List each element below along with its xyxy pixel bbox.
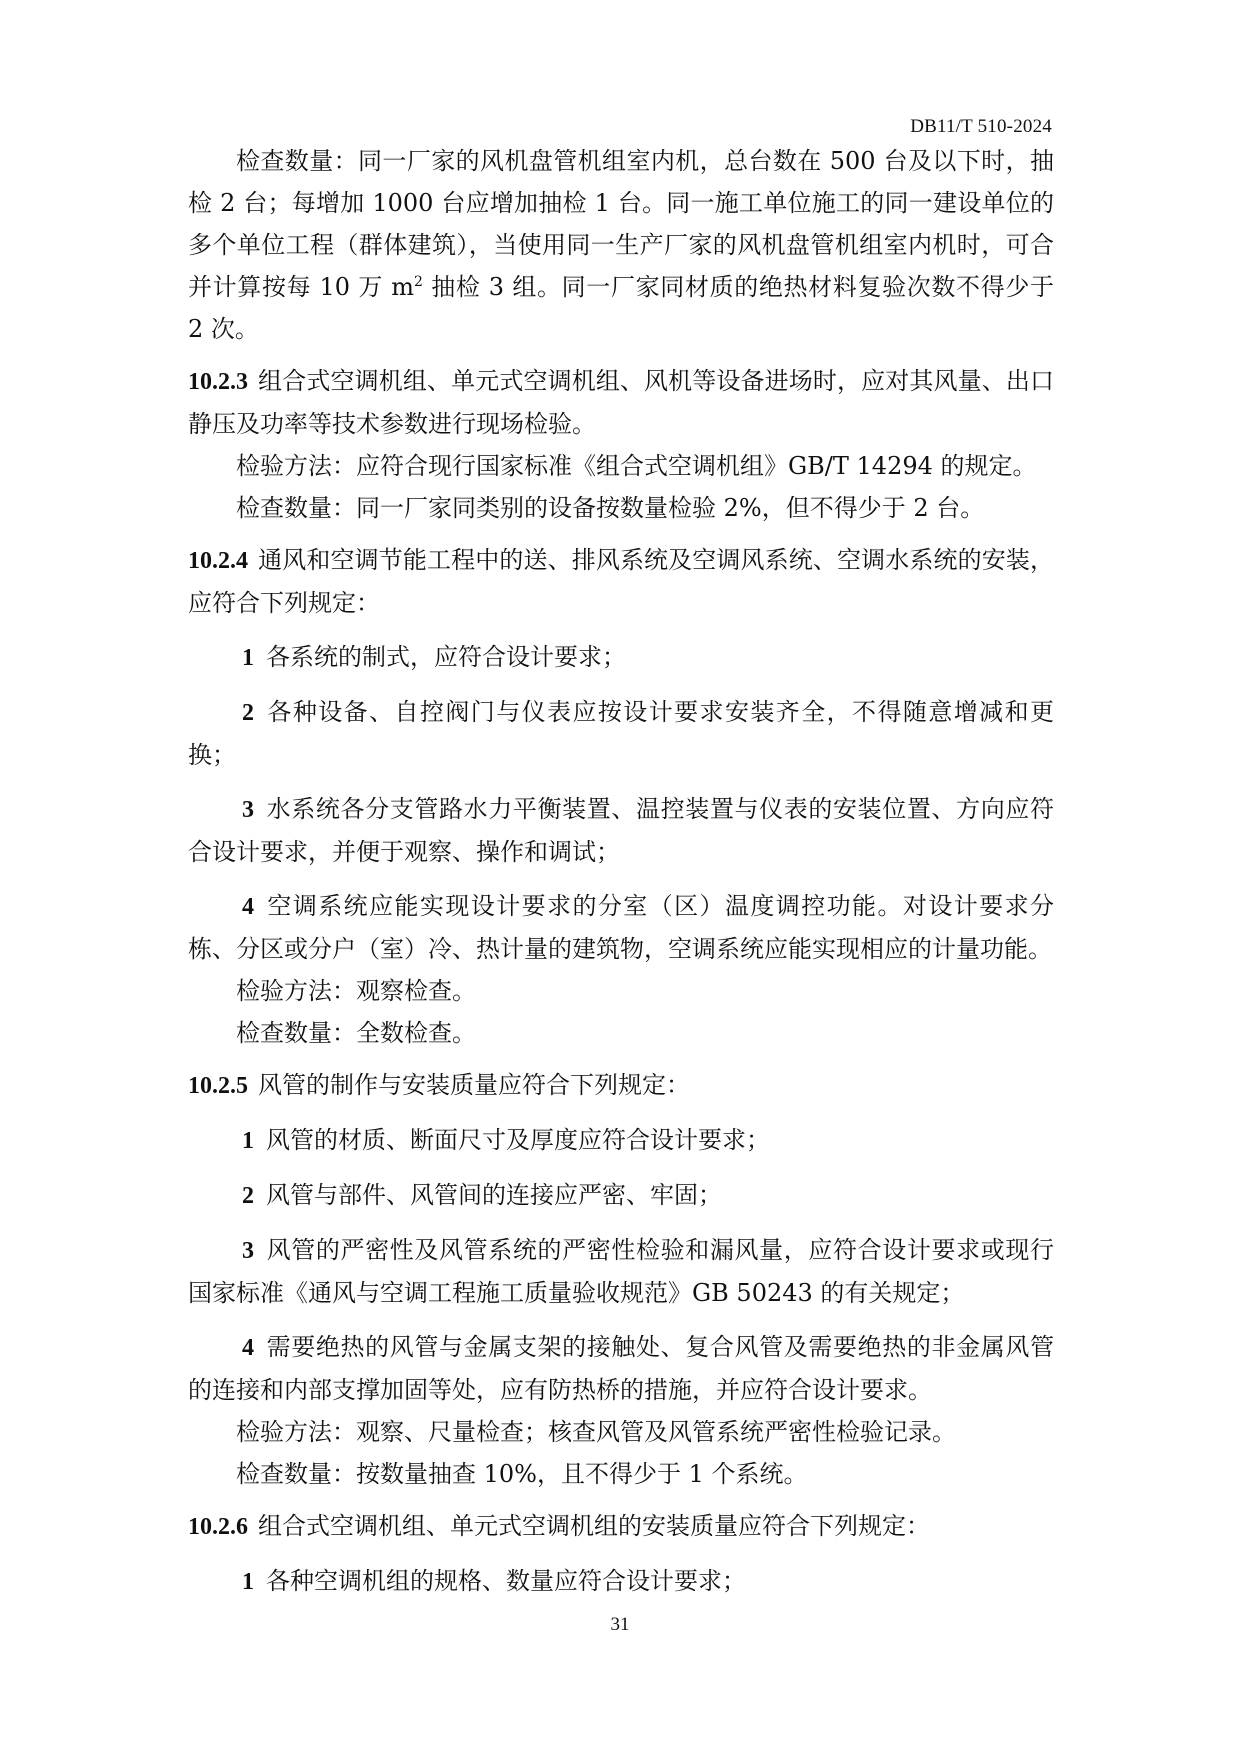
item-number: 4 bbox=[242, 894, 254, 920]
clause-number: 10.2.3 bbox=[188, 369, 248, 395]
item-number: 1 bbox=[242, 645, 254, 671]
item-text: 空调系统应能实现设计要求的分室（区）温度调控功能。对设计要求分栋、分区或分户（室）冷、热计量的建筑物，空调系统应能实现相应的计量功能。 bbox=[188, 892, 1054, 963]
paragraph-text-after: 抽检 3 组。同一厂家同材质的绝热材料复验次数不得少于 2 次。 bbox=[188, 273, 1054, 343]
inspection-method: 检验方法：观察检查。 bbox=[236, 977, 476, 1005]
item-number: 1 bbox=[242, 1128, 254, 1154]
item-text: 水系统各分支管路水力平衡装置、温控装置与仪表的安装位置、方向应符合设计要求，并便于观察、操作和调试； bbox=[188, 795, 1054, 866]
clause-10-2-6 bbox=[188, 1505, 1054, 1548]
item-number: 3 bbox=[242, 797, 254, 823]
clause-10-2-5 bbox=[188, 1064, 1054, 1107]
item-text: 各种设备、自控阀门与仪表应按设计要求安装齐全，不得随意增减和更换； bbox=[188, 698, 1054, 769]
item-text: 需要绝热的风管与金属支架的接触处、复合风管及需要绝热的非金属风管的连接和内部支撑加固等处，应有防热桥的措施，并应符合设计要求。 bbox=[188, 1333, 1054, 1404]
clause-text: 组合式空调机组、单元式空调机组的安装质量应符合下列规定： bbox=[258, 1512, 930, 1540]
list-item bbox=[188, 691, 1054, 776]
list-item bbox=[188, 1229, 1054, 1314]
list-item bbox=[188, 788, 1054, 873]
clause-10-2-3 bbox=[188, 360, 1054, 445]
inspection-quantity: 检查数量：全数检查。 bbox=[236, 1019, 476, 1047]
item-number: 1 bbox=[242, 1569, 254, 1595]
clause-text: 风管的制作与安装质量应符合下列规定： bbox=[258, 1071, 690, 1099]
clause-text: 组合式空调机组、单元式空调机组、风机等设备进场时，应对其风量、出口静压及功率等技术参数进行现场检验。 bbox=[188, 367, 1054, 438]
list-item bbox=[188, 1174, 1054, 1217]
paragraph-inspection-quantity bbox=[188, 140, 1054, 350]
superscript: 2 bbox=[414, 274, 423, 290]
list-item bbox=[188, 1119, 1054, 1162]
item-text: 风管与部件、风管间的连接应严密、牢固； bbox=[266, 1181, 722, 1209]
inspection-method: 检验方法：观察、尺量检查；核查风管及风管系统严密性检验记录。 bbox=[236, 1418, 956, 1446]
list-item bbox=[188, 1560, 1054, 1603]
standard-code: DB11/T 510-2024 bbox=[910, 116, 1052, 137]
clause-10-2-4 bbox=[188, 539, 1054, 624]
item-text: 风管的严密性及风管系统的严密性检验和漏风量，应符合设计要求或现行国家标准《通风与空调工程施工质量验收规范》GB 50243 的有关规定； bbox=[188, 1236, 1054, 1307]
item-number: 2 bbox=[242, 700, 254, 726]
clause-number: 10.2.6 bbox=[188, 1514, 248, 1540]
inspection-quantity: 检查数量：同一厂家同类别的设备按数量检验 2%，但不得少于 2 台。 bbox=[236, 494, 985, 522]
item-number: 2 bbox=[242, 1183, 254, 1209]
inspection-method: 检验方法：应符合现行国家标准《组合式空调机组》GB/T 14294 的规定。 bbox=[236, 452, 1037, 480]
clause-number: 10.2.5 bbox=[188, 1073, 248, 1099]
item-text: 各种空调机组的规格、数量应符合设计要求； bbox=[266, 1567, 746, 1595]
item-text: 各系统的制式，应符合设计要求； bbox=[266, 643, 626, 671]
item-number: 4 bbox=[242, 1335, 254, 1361]
item-text: 风管的材质、断面尺寸及厚度应符合设计要求； bbox=[266, 1126, 770, 1154]
page-content bbox=[188, 140, 1054, 1603]
item-number: 3 bbox=[242, 1238, 254, 1264]
paragraph-text: 检查数量：同一厂家的风机盘管机组室内机，总台数在 500 台及以下时，抽检 2 台；每增加 1000 台应增加抽检 1 台。同一施工单位施工的同一建设单位的多个单位工程（群体建筑），当使用同一生产厂家的风机盘管机组室内机时，可合并计算按每 10 万 m bbox=[188, 147, 1054, 301]
list-item bbox=[188, 636, 1054, 679]
page-number: 31 bbox=[610, 1614, 630, 1635]
clause-text: 通风和空调节能工程中的送、排风系统及空调风系统、空调水系统的安装，应符合下列规定： bbox=[188, 546, 1054, 617]
clause-number: 10.2.4 bbox=[188, 548, 248, 574]
list-item bbox=[188, 1326, 1054, 1411]
inspection-quantity: 检查数量：按数量抽查 10%，且不得少于 1 个系统。 bbox=[236, 1460, 808, 1488]
list-item bbox=[188, 885, 1054, 970]
